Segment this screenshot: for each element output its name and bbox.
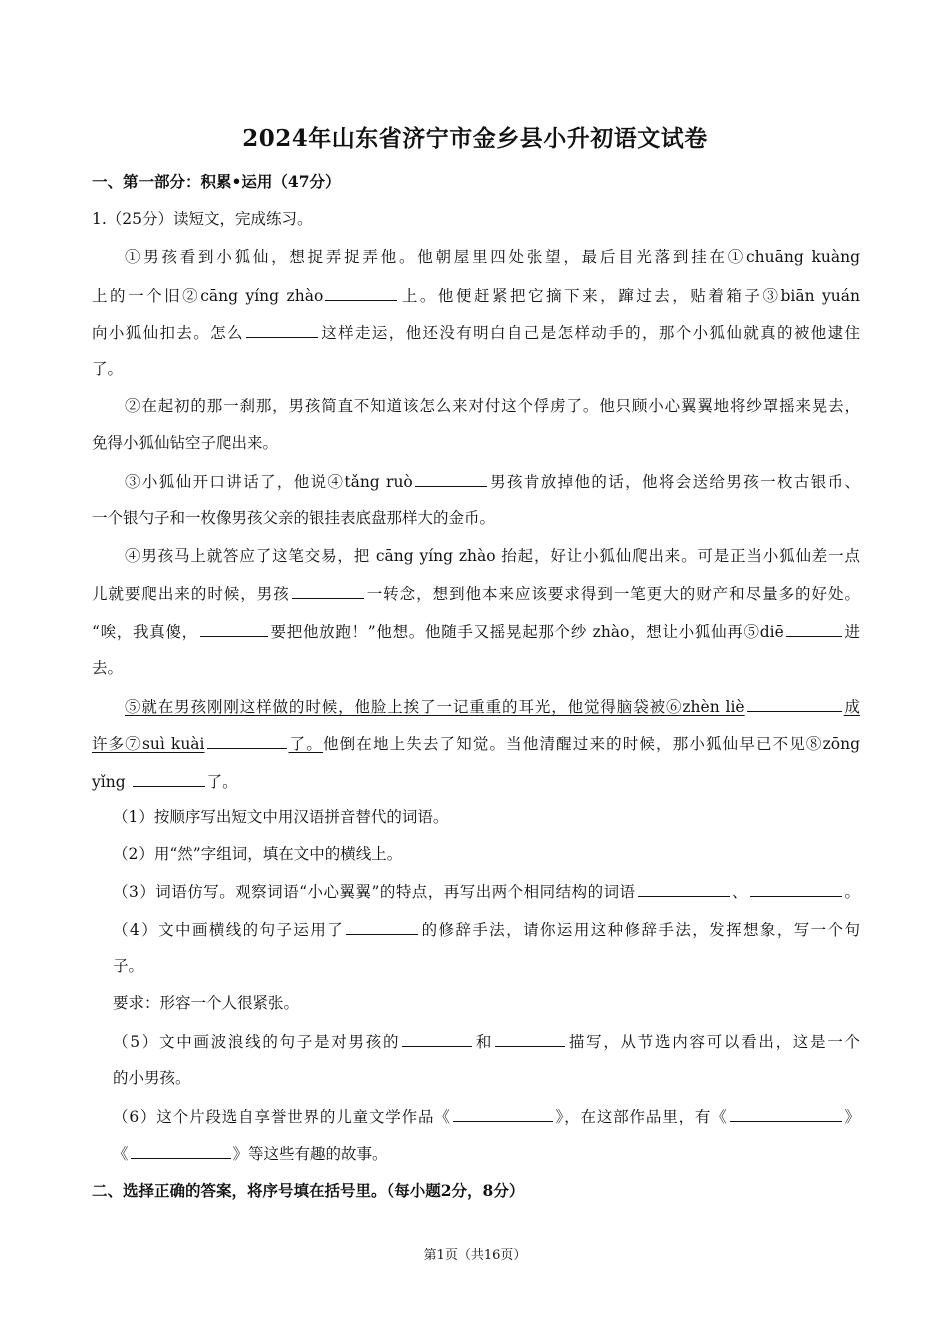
answer-blank-4[interactable] [346,918,418,935]
passage-p4-line2: 儿就要爬出来的时候，男孩 一转念，想到他本来应该要求得到一笔更大的财产和尽量多的好处。 [92,582,860,605]
blank-6[interactable] [747,695,842,712]
passage-p3-line1: ③小狐仙开口讲话了，他说④tǎng ruò 男孩肯放掉他的话，他将会送给男孩一枚古银币、 [125,470,860,493]
answer-blank-6c[interactable] [131,1142,231,1159]
blank-ran-3[interactable] [200,620,268,637]
answer-blank-6b[interactable] [730,1105,842,1122]
blank-ran-1[interactable] [246,321,318,338]
passage-p5-line3: yǐng 了。 [92,770,860,793]
sub-question-5: （5）文中画波浪线的句子是对男孩的 和 描写，从节选内容可以看出，这是一个 [113,1030,860,1053]
sub-question-6-cont: 《 》等这些有趣的故事。 [113,1142,860,1165]
passage-p4-line3: “唉，我真傻， 要把他放跑！”他想。他随手又摇晃起那个纱 zhào，想让小狐仙再⑤diē 进 [92,620,860,643]
passage-p2-line1: ②在起初的那一刹那，男孩简直不知道该怎么来对付这个俘虏了。他只顾小心翼翼地将纱罩摇来晃去， [125,397,860,415]
answer-blank-6a[interactable] [453,1105,553,1122]
page-footer: 第1页（共16页） [423,1248,527,1263]
passage-p1-line2: 上的一个旧②cāng yíng zhào 上。他便赶紧把它摘下来，蹿过去，贴着箱子③biān yuán [92,284,860,307]
sub-question-2: （2）用“然”字组词，填在文中的横线上。 [113,845,403,863]
passage-p1-line3: 向小狐仙扣去。怎么 这样走运，他还没有明白自己是怎样动手的，那个小狐仙就真的被他逮住 [92,321,860,344]
page-title: 2024年山东省济宁市金乡县小升初语文试卷 [242,125,708,152]
sub-question-1: （1）按顺序写出短文中用汉语拼音替代的词语。 [113,808,449,826]
section-2-heading: 二、选择正确的答案，将序号填在括号里。（每小题2分，8分） [92,1181,525,1200]
question-1-intro: 1.（25分）读短文，完成练习。 [92,210,313,228]
answer-blank-5a[interactable] [402,1030,472,1047]
passage-p1-line4: 了。 [92,360,124,378]
answer-blank-5b[interactable] [495,1030,565,1047]
passage-p5-line1: ⑤就在男孩刚刚这样做的时候，他脸上挨了一记重重的耳光，他觉得脑袋被⑥zhèn liè 成 [125,695,860,718]
answer-blank-3b[interactable] [750,880,842,897]
sub-question-4-requirement: 要求：形容一个人很紧张。 [113,994,300,1012]
sub-question-3: （3）词语仿写。观察词语“小心翼翼”的特点，再写出两个相同结构的词语 、 。 [113,880,860,903]
passage-p3-line2: 一个银勺子和一枚像男孩父亲的银挂表底盘那样大的金币。 [92,509,496,527]
passage-p4-line1: ④男孩马上就答应了这笔交易，把 cāng yíng zhào 抬起，好让小狐仙爬出来。可是正当小狐仙差一点 [125,547,860,565]
sub-question-6: （6）这个片段选自享誉世界的儿童文学作品《 》，在这部作品里，有《 》 [113,1105,860,1128]
passage-p4-line4: 去。 [92,659,124,677]
blank-8[interactable] [133,770,205,787]
answer-blank-3a[interactable] [638,880,730,897]
section-1-heading: 一、第一部分：积累•运用（47分） [92,172,341,191]
sub-question-5-cont: 的小男孩。 [113,1069,191,1087]
blank-ran-2[interactable] [292,582,364,599]
passage-p5-line2: 许多⑦suì kuài 了。他倒在地上失去了知觉。当他清醒过来的时候，那小狐仙早已不见⑧zōng [92,732,860,755]
blank-7[interactable] [207,732,287,749]
blank-4[interactable] [415,470,487,487]
sub-question-4-cont: 子。 [113,957,145,975]
passage-p1-line1: ①男孩看到小狐仙，想捉弄捉弄他。他朝屋里四处张望，最后目光落到挂在①chuāng kuàng [125,248,860,266]
blank-2[interactable] [325,284,397,301]
blank-5[interactable] [786,620,842,637]
sub-question-4: （4）文中画横线的句子运用了 的修辞手法，请你运用这种修辞手法，发挥想象，写一个句 [113,918,860,941]
passage-p2-line2: 免得小狐仙钻空子爬出来。 [92,434,279,452]
